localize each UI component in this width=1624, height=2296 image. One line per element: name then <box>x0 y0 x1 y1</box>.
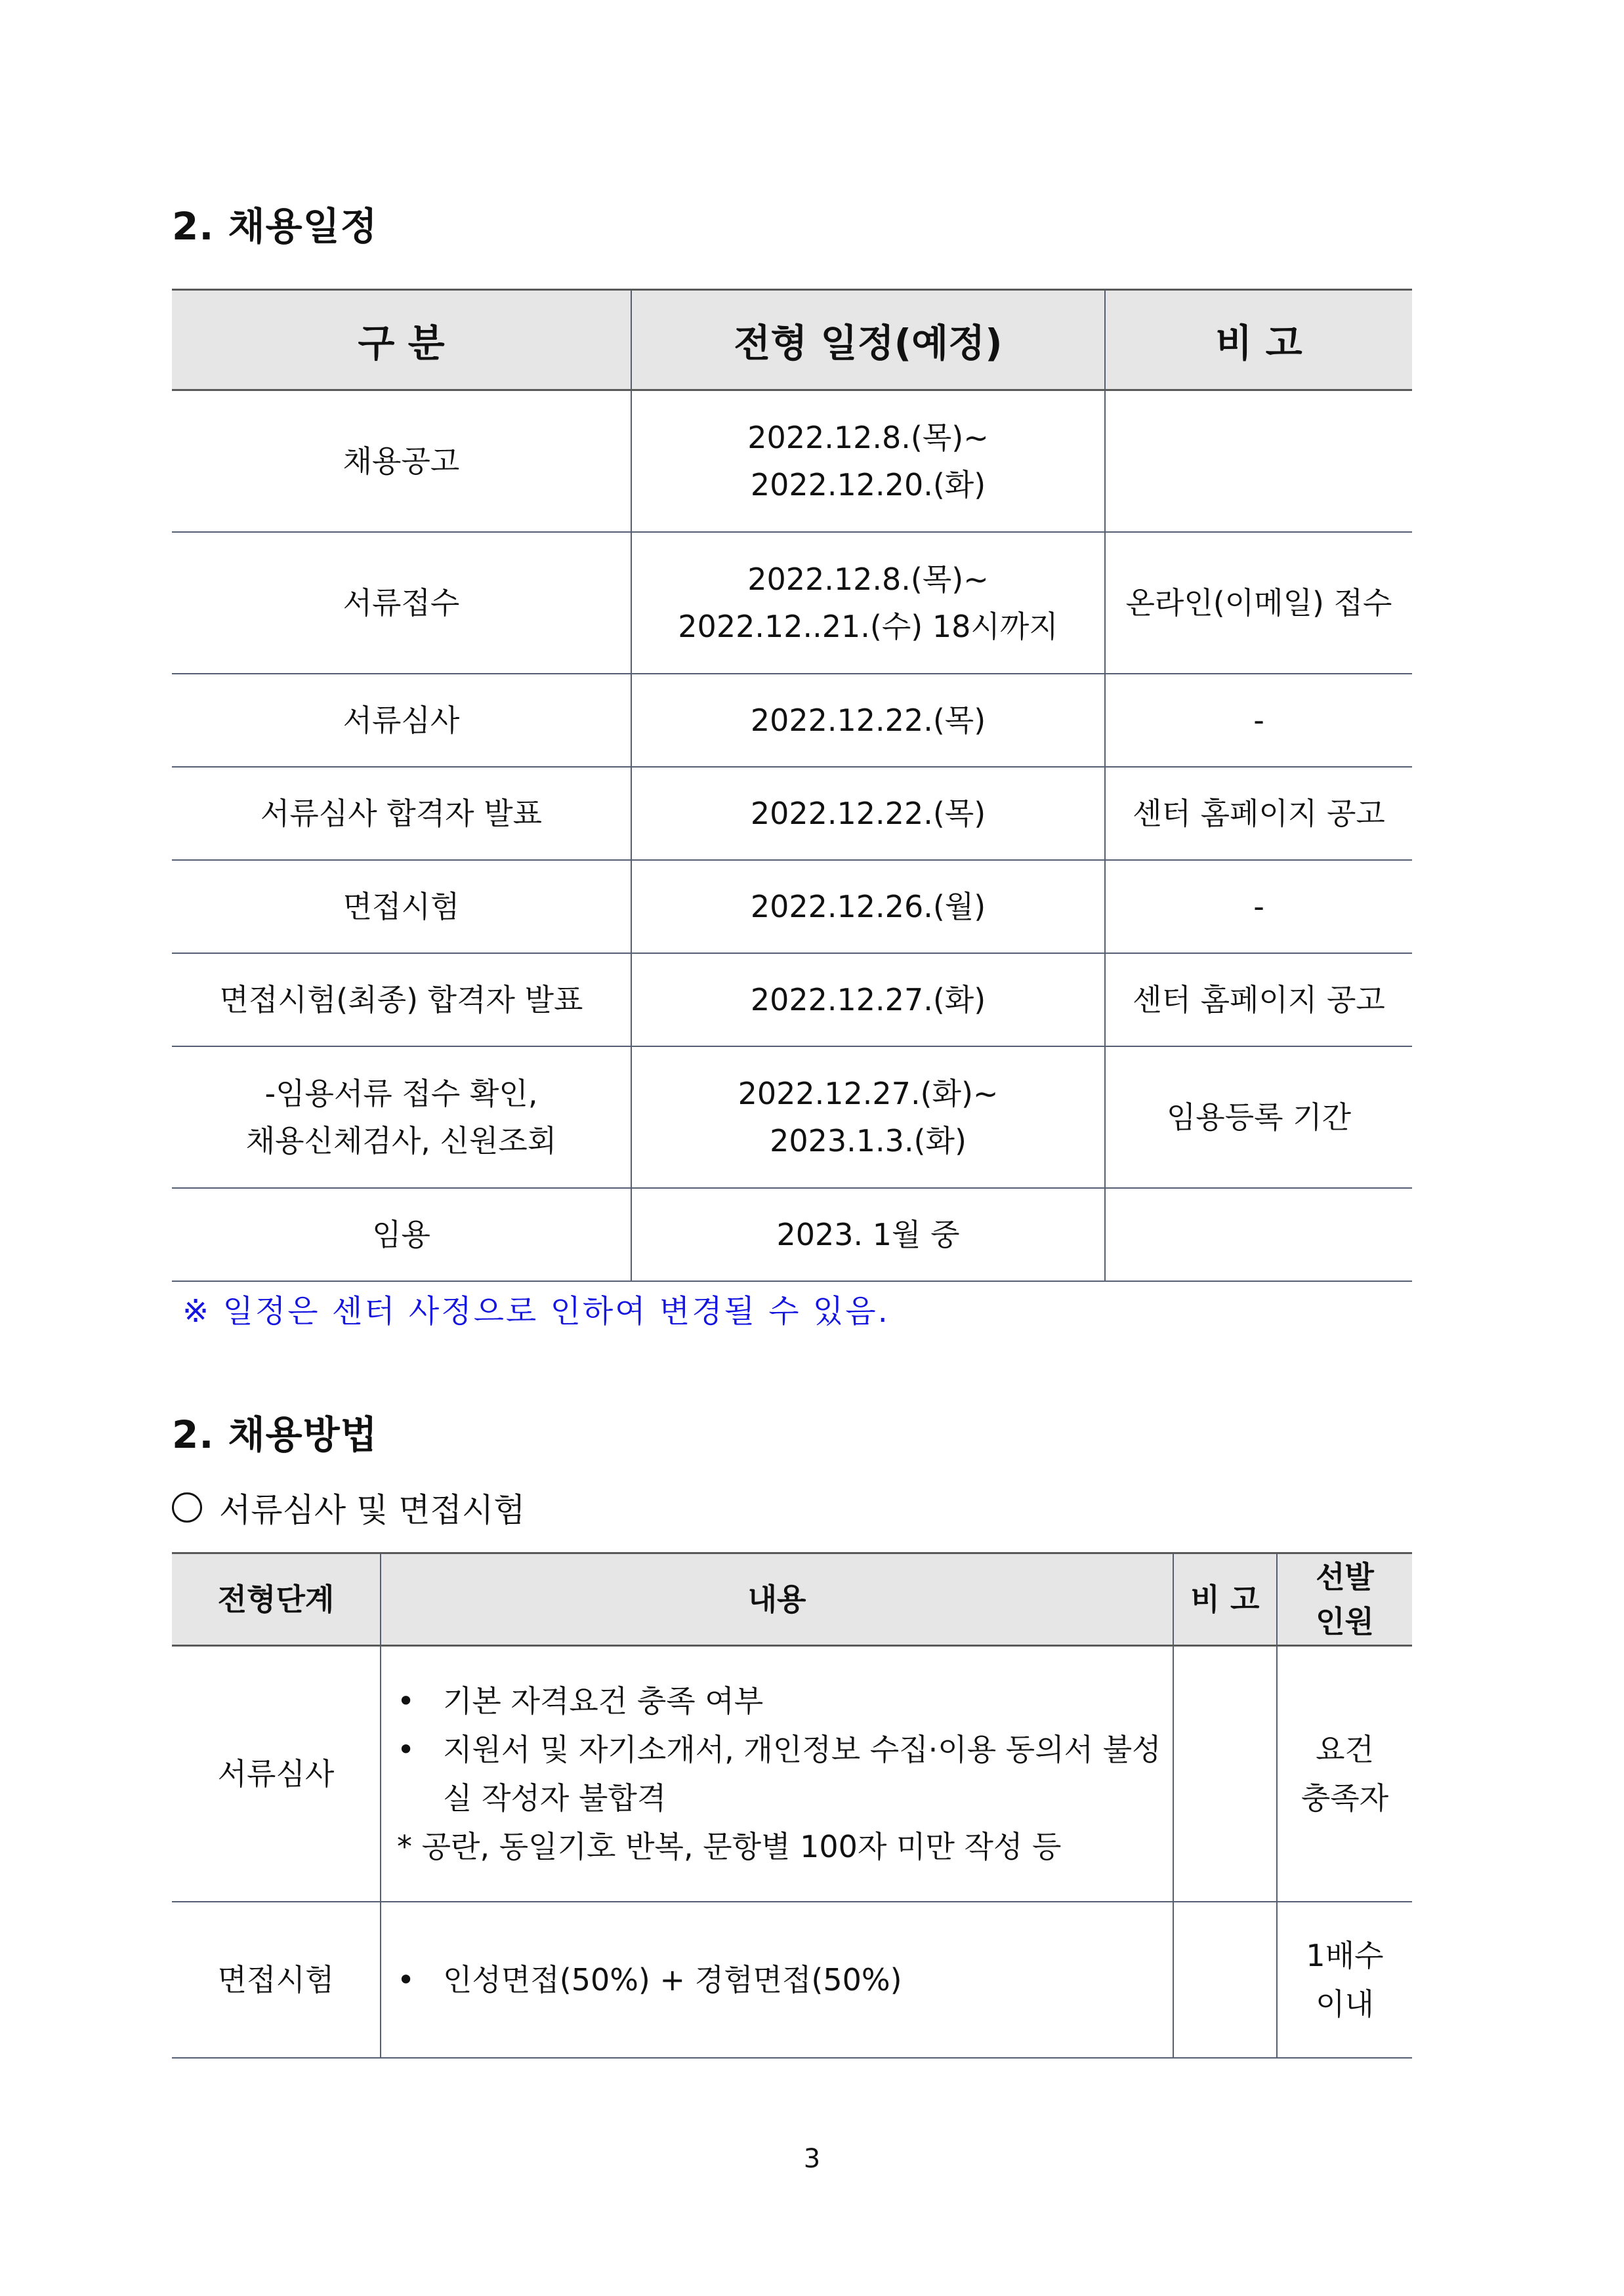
note-cell <box>1173 1646 1277 1902</box>
method-subtitle <box>172 1484 526 1531</box>
method-header-row <box>172 1553 1412 1646</box>
table-row <box>172 767 1412 860</box>
list-item: • 기본 자격요건 충족 여부 <box>397 1677 1162 1725</box>
bullet-icon: • <box>397 1731 415 1767</box>
header-stage: 전형단계 <box>172 1553 381 1646</box>
header-stage: 구 분 <box>172 290 631 390</box>
content-cell <box>381 1646 1173 1902</box>
date-cell: 2022.12.8.(목)~ 2022.12..21.(수) 18시까지 <box>631 532 1105 674</box>
note-cell: - <box>1105 674 1412 767</box>
date-cell: 2022.12.27.(화) <box>631 953 1105 1046</box>
table-row <box>172 1188 1412 1281</box>
table-row <box>172 1046 1412 1188</box>
list-item: • 인성면접(50%) + 경험면접(50%) <box>397 1956 1162 2004</box>
page-number: 3 <box>803 2144 821 2174</box>
table-row <box>172 1646 1412 1902</box>
stage-cell: 서류심사 합격자 발표 <box>172 767 631 860</box>
note-cell: - <box>1105 860 1412 953</box>
table-row <box>172 860 1412 953</box>
schedule-header-row <box>172 290 1412 390</box>
method-subtitle-text: 서류심사 및 면접시험 <box>219 1491 526 1529</box>
stage-cell: 서류심사 <box>172 674 631 767</box>
method-table <box>172 1552 1412 2059</box>
header-selection: 선발 인원 <box>1277 1553 1412 1646</box>
schedule-change-note: ※ 일정은 센터 사정으로 인하여 변경될 수 있음. <box>182 1293 890 1330</box>
date-cell: 2022.12.27.(화)~ 2023.1.3.(화) <box>631 1046 1105 1188</box>
table-row <box>172 1902 1412 2058</box>
note-cell <box>1173 1902 1277 2058</box>
table-row <box>172 953 1412 1046</box>
table-row <box>172 532 1412 674</box>
stage-cell: 면접시험 <box>172 1902 381 2058</box>
bullet-icon: • <box>397 1961 415 1998</box>
stage-cell: 서류심사 <box>172 1646 381 1902</box>
table-row <box>172 674 1412 767</box>
selection-cell: 1배수 이내 <box>1277 1902 1412 2058</box>
header-note: 비 고 <box>1173 1553 1277 1646</box>
schedule-table <box>172 289 1412 1282</box>
note-cell <box>1105 390 1412 533</box>
stage-cell: 면접시험 <box>172 860 631 953</box>
selection-cell: 요건 충족자 <box>1277 1646 1412 1902</box>
date-cell: 2022.12.26.(월) <box>631 860 1105 953</box>
stage-cell: 면접시험(최종) 합격자 발표 <box>172 953 631 1046</box>
header-date: 전형 일정(예정) <box>631 290 1105 390</box>
stage-cell: -임용서류 접수 확인, 채용신체검사, 신원조회 <box>172 1046 631 1188</box>
date-cell: 2023. 1월 중 <box>631 1188 1105 1281</box>
section-heading-method: 2. 채용방법 <box>172 1412 378 1457</box>
table-row <box>172 390 1412 533</box>
section-heading-schedule: 2. 채용일정 <box>172 204 378 249</box>
bullet-icon: • <box>397 1683 415 1719</box>
header-content: 내용 <box>381 1553 1173 1646</box>
note-cell <box>1105 1188 1412 1281</box>
note-cell: 온라인(이메일) 접수 <box>1105 532 1412 674</box>
stage-cell: 서류접수 <box>172 532 631 674</box>
stage-cell: 임용 <box>172 1188 631 1281</box>
circle-bullet-icon <box>172 1492 202 1523</box>
note-cell: 임용등록 기간 <box>1105 1046 1412 1188</box>
date-cell: 2022.12.22.(목) <box>631 767 1105 860</box>
list-item: • 지원서 및 자기소개서, 개인정보 수집·이용 동의서 불성실 작성자 불합격 <box>397 1725 1162 1822</box>
header-note: 비 고 <box>1105 290 1412 390</box>
date-cell: 2022.12.22.(목) <box>631 674 1105 767</box>
date-cell: 2022.12.8.(목)~ 2022.12.20.(화) <box>631 390 1105 533</box>
stage-cell: 채용공고 <box>172 390 631 533</box>
footnote: * 공란, 동일기호 반복, 문항별 100자 미만 작성 등 <box>397 1828 1062 1864</box>
note-cell: 센터 홈페이지 공고 <box>1105 953 1412 1046</box>
note-cell: 센터 홈페이지 공고 <box>1105 767 1412 860</box>
content-cell <box>381 1902 1173 2058</box>
